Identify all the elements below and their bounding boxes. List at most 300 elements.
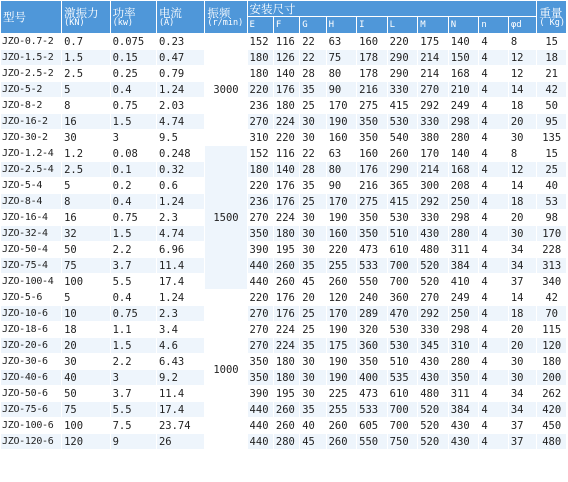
table-cell: 4 [479,418,509,434]
table-cell: 30 [508,226,537,242]
table-cell: 0.75 [110,98,156,114]
table-cell: 5.5 [110,402,156,418]
table-cell: 520 [418,258,449,274]
table-cell: 5 [62,82,110,98]
table-cell: 4 [479,194,509,210]
model-cell: JZO-0.7-2 [1,34,62,50]
table-cell: 260 [273,258,299,274]
table-cell: 30 [300,242,326,258]
table-cell: 360 [387,290,418,306]
table-cell: 50 [62,386,110,402]
table-cell: 25 [300,306,326,322]
table-cell: 262 [537,386,567,402]
table-cell: 170 [418,146,449,162]
model-cell: JZO-100-6 [1,418,62,434]
table-cell: 1.24 [156,194,204,210]
model-cell: JZO-2.5-4 [1,162,62,178]
table-cell: 4 [479,98,509,114]
table-cell: 255 [326,258,357,274]
table-row [1,338,567,354]
table-cell: 260 [273,274,299,290]
table-cell: 126 [273,50,299,66]
table-row [1,258,567,274]
table-cell: 4 [479,274,509,290]
table-cell: 430 [448,434,479,450]
table-cell: 37 [508,274,537,290]
table-cell: 440 [247,434,273,450]
table-cell: 605 [357,418,388,434]
table-cell: 236 [247,98,273,114]
table-cell: 210 [448,82,479,98]
table-cell: 220 [247,178,273,194]
table-cell: 530 [387,338,418,354]
table-cell: 190 [326,322,357,338]
table-cell: 4 [479,386,509,402]
table-cell: 3 [110,370,156,386]
header-dim: n [479,17,509,34]
table-cell: 180 [247,50,273,66]
model-cell: JZO-16-4 [1,210,62,226]
table-cell: 120 [326,290,357,306]
table-cell: 216 [357,178,388,194]
header-current: 电流 (A) [156,1,204,34]
table-cell: 14 [508,178,537,194]
table-row [1,146,567,162]
table-cell: 180 [273,98,299,114]
table-cell: 289 [357,306,388,322]
table-cell: 260 [326,274,357,290]
table-cell: 208 [448,178,479,194]
table-cell: 250 [448,194,479,210]
table-cell: 4 [479,402,509,418]
table-cell: 2.5 [62,66,110,82]
table-cell: 170 [326,194,357,210]
table-cell: 4 [479,82,509,98]
table-cell: 280 [448,354,479,370]
table-cell: 8 [508,34,537,50]
table-cell: 380 [418,130,449,146]
table-cell: 180 [273,370,299,386]
table-cell: 100 [62,274,110,290]
table-cell: 116 [273,34,299,50]
table-cell: 3.7 [110,386,156,402]
table-cell: 160 [326,226,357,242]
speed-cell: 1000 [205,290,247,450]
table-cell: 98 [537,210,567,226]
table-cell: 520 [418,418,449,434]
table-cell: 70 [537,306,567,322]
table-cell: 3.7 [110,258,156,274]
table-cell: 35 [300,258,326,274]
table-cell: 180 [247,162,273,178]
table-cell: 0.79 [156,66,204,82]
table-cell: 473 [357,242,388,258]
table-cell: 4 [479,146,509,162]
table-cell: 18 [508,306,537,322]
table-cell: 1.5 [110,114,156,130]
model-cell: JZO-50-4 [1,242,62,258]
table-cell: 35 [300,402,326,418]
header-dim: M [418,17,449,34]
table-cell: 2.03 [156,98,204,114]
table-row [1,34,567,50]
table-cell: 415 [387,194,418,210]
table-row [1,114,567,130]
table-cell: 275 [357,98,388,114]
table-cell: 35 [300,338,326,354]
table-row [1,242,567,258]
table-cell: 520 [418,434,449,450]
table-cell: 30 [300,354,326,370]
table-cell: 533 [357,402,388,418]
table-cell: 0.4 [110,194,156,210]
table-cell: 4 [479,34,509,50]
table-row [1,98,567,114]
table-cell: 310 [448,338,479,354]
table-cell: 430 [448,418,479,434]
table-cell: 214 [418,50,449,66]
table-cell: 3.4 [156,322,204,338]
table-cell: 30 [508,130,537,146]
table-cell: 180 [247,66,273,82]
table-cell: 0.1 [110,162,156,178]
table-cell: 12 [508,66,537,82]
table-cell: 700 [387,274,418,290]
model-cell: JZO-32-4 [1,226,62,242]
table-row [1,322,567,338]
table-cell: 224 [273,210,299,226]
table-row [1,306,567,322]
table-cell: 5 [62,290,110,306]
table-cell: 260 [273,402,299,418]
model-cell: JZO-2.5-2 [1,66,62,82]
table-cell: 15 [537,34,567,50]
model-cell: JZO-5-2 [1,82,62,98]
table-cell: 42 [537,82,567,98]
table-cell: 473 [357,386,388,402]
table-cell: 28 [300,162,326,178]
table-cell: 25 [300,322,326,338]
table-cell: 30 [300,370,326,386]
table-cell: 220 [326,242,357,258]
table-cell: 37 [508,434,537,450]
table-cell: 170 [537,226,567,242]
table-cell: 440 [247,402,273,418]
table-cell: 533 [357,258,388,274]
table-cell: 75 [62,402,110,418]
header-weight: 重量 ( Kg) [537,1,567,34]
table-cell: 168 [448,66,479,82]
header-model: 型号 [1,1,62,34]
table-cell: 290 [387,162,418,178]
table-cell: 15 [537,146,567,162]
table-cell: 21 [537,66,567,82]
table-cell: 95 [537,114,567,130]
table-cell: 4 [479,66,509,82]
table-cell: 350 [247,226,273,242]
table-cell: 150 [448,50,479,66]
table-cell: 298 [448,210,479,226]
table-cell: 37 [508,418,537,434]
table-cell: 5.5 [110,274,156,290]
table-cell: 26 [156,434,204,450]
table-cell: 35 [300,178,326,194]
table-cell: 195 [273,386,299,402]
model-cell: JZO-20-6 [1,338,62,354]
table-cell: 340 [537,274,567,290]
table-cell: 30 [300,114,326,130]
table-cell: 1.24 [156,82,204,98]
table-row [1,402,567,418]
table-row [1,50,567,66]
table-row [1,66,567,82]
table-cell: 40 [62,370,110,386]
table-cell: 4 [479,178,509,194]
table-cell: 4 [479,130,509,146]
table-cell: 160 [357,34,388,50]
table-cell: 4 [479,306,509,322]
table-cell: 176 [273,306,299,322]
table-cell: 63 [326,34,357,50]
table-cell: 270 [247,306,273,322]
table-row [1,194,567,210]
table-row [1,162,567,178]
table-cell: 176 [273,82,299,98]
table-cell: 200 [537,370,567,386]
table-cell: 330 [418,114,449,130]
table-cell: 350 [448,370,479,386]
table-cell: 190 [326,370,357,386]
table-cell: 30 [300,386,326,402]
table-cell: 216 [357,82,388,98]
table-cell: 700 [387,418,418,434]
table-cell: 410 [448,274,479,290]
table-cell: 1.5 [110,338,156,354]
table-cell: 260 [387,146,418,162]
table-cell: 0.2 [110,178,156,194]
table-cell: 4 [479,290,509,306]
table-cell: 20 [62,338,110,354]
table-cell: 330 [418,322,449,338]
table-cell: 30 [508,354,537,370]
table-cell: 20 [508,210,537,226]
table-row [1,290,567,306]
table-cell: 249 [448,98,479,114]
table-cell: 420 [537,402,567,418]
table-cell: 430 [418,370,449,386]
model-cell: JZO-120-6 [1,434,62,450]
table-cell: 90 [326,82,357,98]
table-cell: 17.4 [156,274,204,290]
table-cell: 350 [357,354,388,370]
table-cell: 180 [537,354,567,370]
table-cell: 4.74 [156,114,204,130]
table-cell: 25 [537,162,567,178]
table-cell: 176 [273,290,299,306]
table-cell: 20 [508,322,537,338]
table-cell: 275 [357,194,388,210]
table-cell: 520 [418,402,449,418]
table-cell: 176 [273,194,299,210]
table-cell: 42 [537,290,567,306]
table-row [1,226,567,242]
table-cell: 30 [62,354,110,370]
table-cell: 6.43 [156,354,204,370]
table-cell: 120 [537,338,567,354]
table-cell: 195 [273,242,299,258]
table-cell: 390 [247,386,273,402]
table-cell: 9.5 [156,130,204,146]
table-row [1,130,567,146]
table-cell: 365 [387,178,418,194]
header-dim: F [273,17,299,34]
table-cell: 225 [326,386,357,402]
table-cell: 190 [326,354,357,370]
table-cell: 18 [508,98,537,114]
table-cell: 700 [387,258,418,274]
table-cell: 30 [300,130,326,146]
table-cell: 300 [418,178,449,194]
table-cell: 190 [326,210,357,226]
model-cell: JZO-50-6 [1,386,62,402]
table-cell: 40 [537,178,567,194]
table-cell: 11.4 [156,386,204,402]
table-cell: 45 [300,274,326,290]
table-cell: 530 [387,114,418,130]
header-row [1,1,567,17]
table-cell: 30 [508,370,537,386]
table-cell: 180 [273,226,299,242]
table-cell: 220 [387,34,418,50]
table-cell: 4 [479,242,509,258]
table-cell: 170 [326,98,357,114]
table-cell: 240 [357,290,388,306]
table-cell: 4 [479,434,509,450]
table-cell: 292 [418,98,449,114]
table-cell: 160 [357,146,388,162]
table-cell: 220 [273,130,299,146]
table-cell: 5 [62,178,110,194]
table-cell: 16 [62,210,110,226]
speed-cell: 3000 [205,34,247,146]
model-cell: JZO-1.2-4 [1,146,62,162]
table-cell: 22 [300,34,326,50]
table-cell: 440 [247,418,273,434]
table-cell: 140 [448,146,479,162]
table-cell: 80 [326,162,357,178]
table-cell: 292 [418,194,449,210]
table-cell: 34 [508,402,537,418]
model-cell: JZO-16-2 [1,114,62,130]
table-cell: 530 [387,322,418,338]
header-dim: G [300,17,326,34]
table-cell: 12 [508,50,537,66]
table-cell: 450 [537,418,567,434]
table-cell: 400 [357,370,388,386]
table-cell: 178 [357,50,388,66]
table-cell: 12 [508,162,537,178]
table-row [1,210,567,226]
table-cell: 390 [247,242,273,258]
table-cell: 220 [247,290,273,306]
table-cell: 430 [418,354,449,370]
table-row [1,274,567,290]
table-cell: 176 [357,162,388,178]
table-cell: 20 [508,114,537,130]
table-row [1,370,567,386]
table-cell: 4.6 [156,338,204,354]
table-cell: 440 [247,258,273,274]
table-cell: 1.24 [156,290,204,306]
table-cell: 4 [479,226,509,242]
table-cell: 20 [300,290,326,306]
table-cell: 3 [110,130,156,146]
table-cell: 280 [448,130,479,146]
table-cell: 120 [62,434,110,450]
table-cell: 25 [300,194,326,210]
header-install: 安装尺寸 [247,1,537,17]
model-cell: JZO-30-2 [1,130,62,146]
table-cell: 34 [508,386,537,402]
table-cell: 0.7 [62,34,110,50]
table-cell: 4 [479,210,509,226]
table-cell: 4 [479,114,509,130]
table-cell: 178 [357,66,388,82]
table-cell: 20 [508,338,537,354]
table-row [1,418,567,434]
header-dim: I [357,17,388,34]
table-cell: 330 [418,210,449,226]
speed-cell: 1500 [205,146,247,290]
table-cell: 90 [326,178,357,194]
table-cell: 540 [387,130,418,146]
table-row [1,434,567,450]
header-dim: φd [508,17,537,34]
table-cell: 30 [300,226,326,242]
table-cell: 0.25 [110,66,156,82]
table-cell: 530 [387,210,418,226]
spec-table-body [1,34,567,450]
table-cell: 330 [387,82,418,98]
table-cell: 14 [508,82,537,98]
table-cell: 470 [387,306,418,322]
table-cell: 1.1 [110,322,156,338]
table-cell: 8 [62,98,110,114]
table-cell: 270 [247,114,273,130]
table-cell: 480 [537,434,567,450]
table-cell: 80 [326,66,357,82]
table-cell: 22 [300,50,326,66]
header-dim: E [247,17,273,34]
table-cell: 50 [62,242,110,258]
table-cell: 1.5 [62,50,110,66]
table-cell: 11.4 [156,258,204,274]
table-cell: 249 [448,290,479,306]
table-cell: 140 [273,66,299,82]
table-cell: 270 [247,338,273,354]
table-cell: 0.08 [110,146,156,162]
table-cell: 45 [300,434,326,450]
table-cell: 360 [357,338,388,354]
table-cell: 0.32 [156,162,204,178]
table-cell: 384 [448,258,479,274]
table-row [1,354,567,370]
table-cell: 430 [418,226,449,242]
table-cell: 214 [418,66,449,82]
table-cell: 30 [62,130,110,146]
table-cell: 224 [273,114,299,130]
table-cell: 0.75 [110,210,156,226]
